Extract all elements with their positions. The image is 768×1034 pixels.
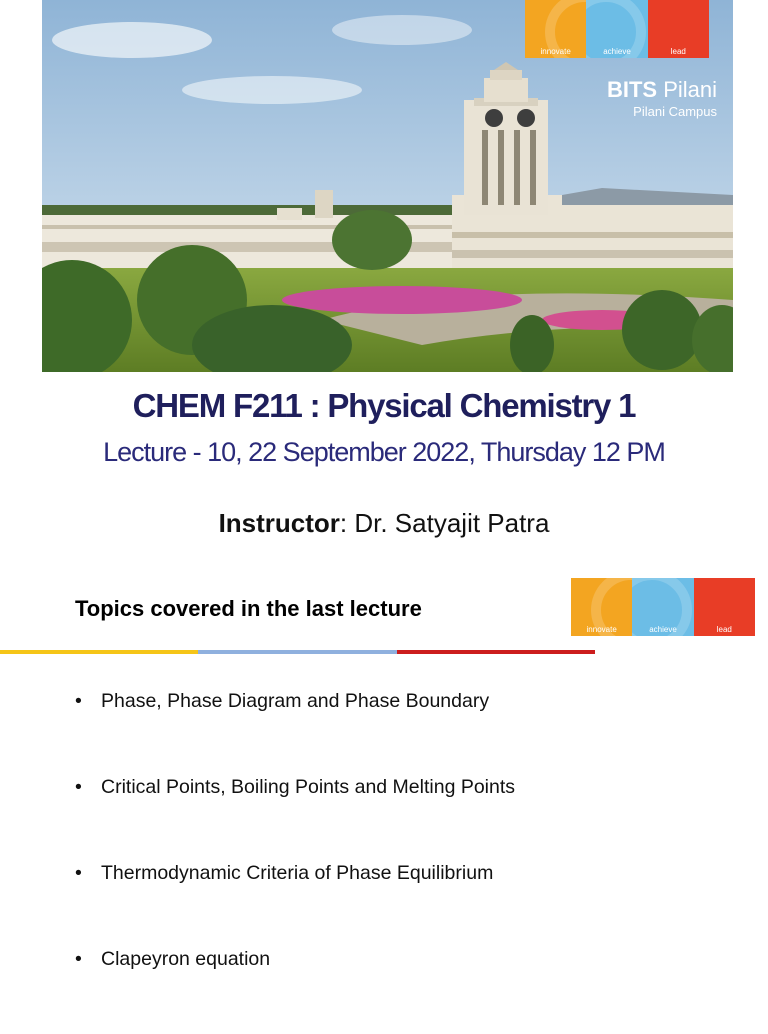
instructor-name: : Dr. Satyajit Patra <box>339 508 550 538</box>
logo-tagline-innovate: innovate <box>586 625 617 634</box>
list-item: • Thermodynamic Criteria of Phase Equilibrium <box>75 862 515 948</box>
logo-tagline-achieve: achieve <box>603 47 631 56</box>
list-item: • Critical Points, Boiling Points and Melting Points <box>75 776 515 862</box>
course-title: CHEM F211 : Physical Chemistry 1 <box>132 387 636 424</box>
logo-segment-achieve <box>632 578 693 636</box>
logo-segment-innovate <box>525 0 586 58</box>
instructor-line <box>0 508 768 539</box>
campus-name: Pilani Campus <box>633 104 717 119</box>
divider-yellow <box>0 650 198 654</box>
lecture-info: Lecture - 10, 22 September 2022, Thursday 12 PM <box>103 437 665 467</box>
logo-segment-lead <box>694 578 755 636</box>
instructor-label: Instructor <box>218 508 340 538</box>
topics-list <box>75 690 515 1034</box>
logo-tagline-innovate: innovate <box>540 47 571 56</box>
innovate-achieve-lead-logo <box>525 0 709 58</box>
list-item: • Phase, Phase Diagram and Phase Boundary <box>75 690 515 776</box>
logo-segment-lead <box>648 0 709 58</box>
logo-tagline-lead: lead <box>670 47 686 56</box>
institution-name-bold: BITS <box>606 77 658 102</box>
logo-tagline-lead: lead <box>716 625 732 634</box>
institution-name <box>540 78 717 102</box>
logo-segment-innovate <box>571 578 632 636</box>
section-heading: Topics covered in the last lecture <box>75 596 422 621</box>
divider-red <box>397 650 595 654</box>
innovate-achieve-lead-logo <box>571 578 755 636</box>
list-item: • Clapeyron equation <box>75 948 515 1034</box>
logo-tagline-achieve: achieve <box>649 625 677 634</box>
divider-blue <box>198 650 396 654</box>
tricolor-divider <box>0 650 595 654</box>
institution-name-rest: Pilani <box>657 77 717 102</box>
campus-photo <box>42 0 733 372</box>
logo-segment-achieve <box>586 0 647 58</box>
